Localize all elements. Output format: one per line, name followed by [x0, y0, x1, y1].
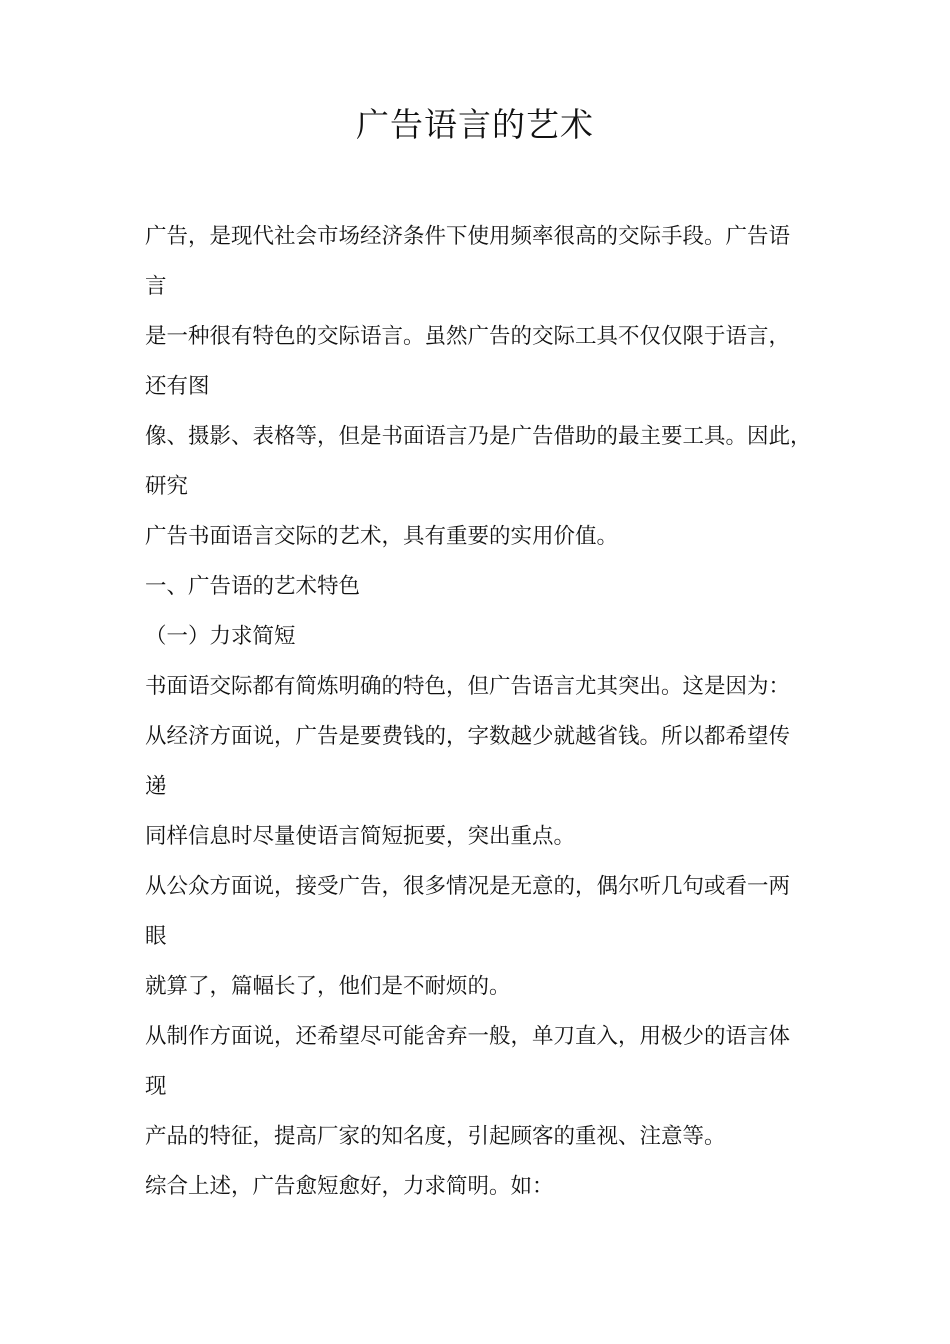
text-line: 研究: [145, 474, 189, 499]
subsection-heading: （一）力求简短: [145, 624, 296, 649]
text-line: 眼: [145, 924, 167, 949]
text-line: 还有图: [145, 374, 210, 399]
text-line: 就算了，篇幅长了，他们是不耐烦的。: [145, 974, 511, 999]
text-line: 书面语交际都有简炼明确的特色，但广告语言尤其突出。这是因为：: [145, 674, 791, 699]
text-line: 同样信息时尽量使语言简短扼要，突出重点。: [145, 824, 576, 849]
document-title: 广告语言的艺术: [356, 105, 594, 144]
text-line: 现: [145, 1074, 167, 1099]
document-body: [145, 212, 825, 1212]
text-line: 递: [145, 774, 167, 799]
section-heading: 一、广告语的艺术特色: [145, 574, 361, 599]
text-line: 综合上述，广告愈短愈好，力求简明。如：: [145, 1174, 554, 1199]
text-line: 是一种很有特色的交际语言。虽然广告的交际工具不仅仅限于语言，: [145, 324, 791, 349]
text-line: 广告，是现代社会市场经济条件下使用频率很高的交际手段。广告语: [145, 224, 791, 249]
text-line: 从公众方面说，接受广告，很多情况是无意的，偶尔听几句或看一两: [145, 874, 791, 899]
text-line: 像、摄影、表格等，但是书面语言乃是广告借助的最主要工具。因此，: [145, 424, 812, 449]
text-line: 广告书面语言交际的艺术，具有重要的实用价值。: [145, 524, 619, 549]
text-line: 从经济方面说，广告是要费钱的，字数越少就越省钱。所以都希望传: [145, 724, 791, 749]
text-line: 言: [145, 274, 167, 299]
text-line: 产品的特征，提高厂家的知名度，引起顾客的重视、注意等。: [145, 1124, 726, 1149]
text-line: 从制作方面说，还希望尽可能舍弃一般，单刀直入，用极少的语言体: [145, 1024, 791, 1049]
